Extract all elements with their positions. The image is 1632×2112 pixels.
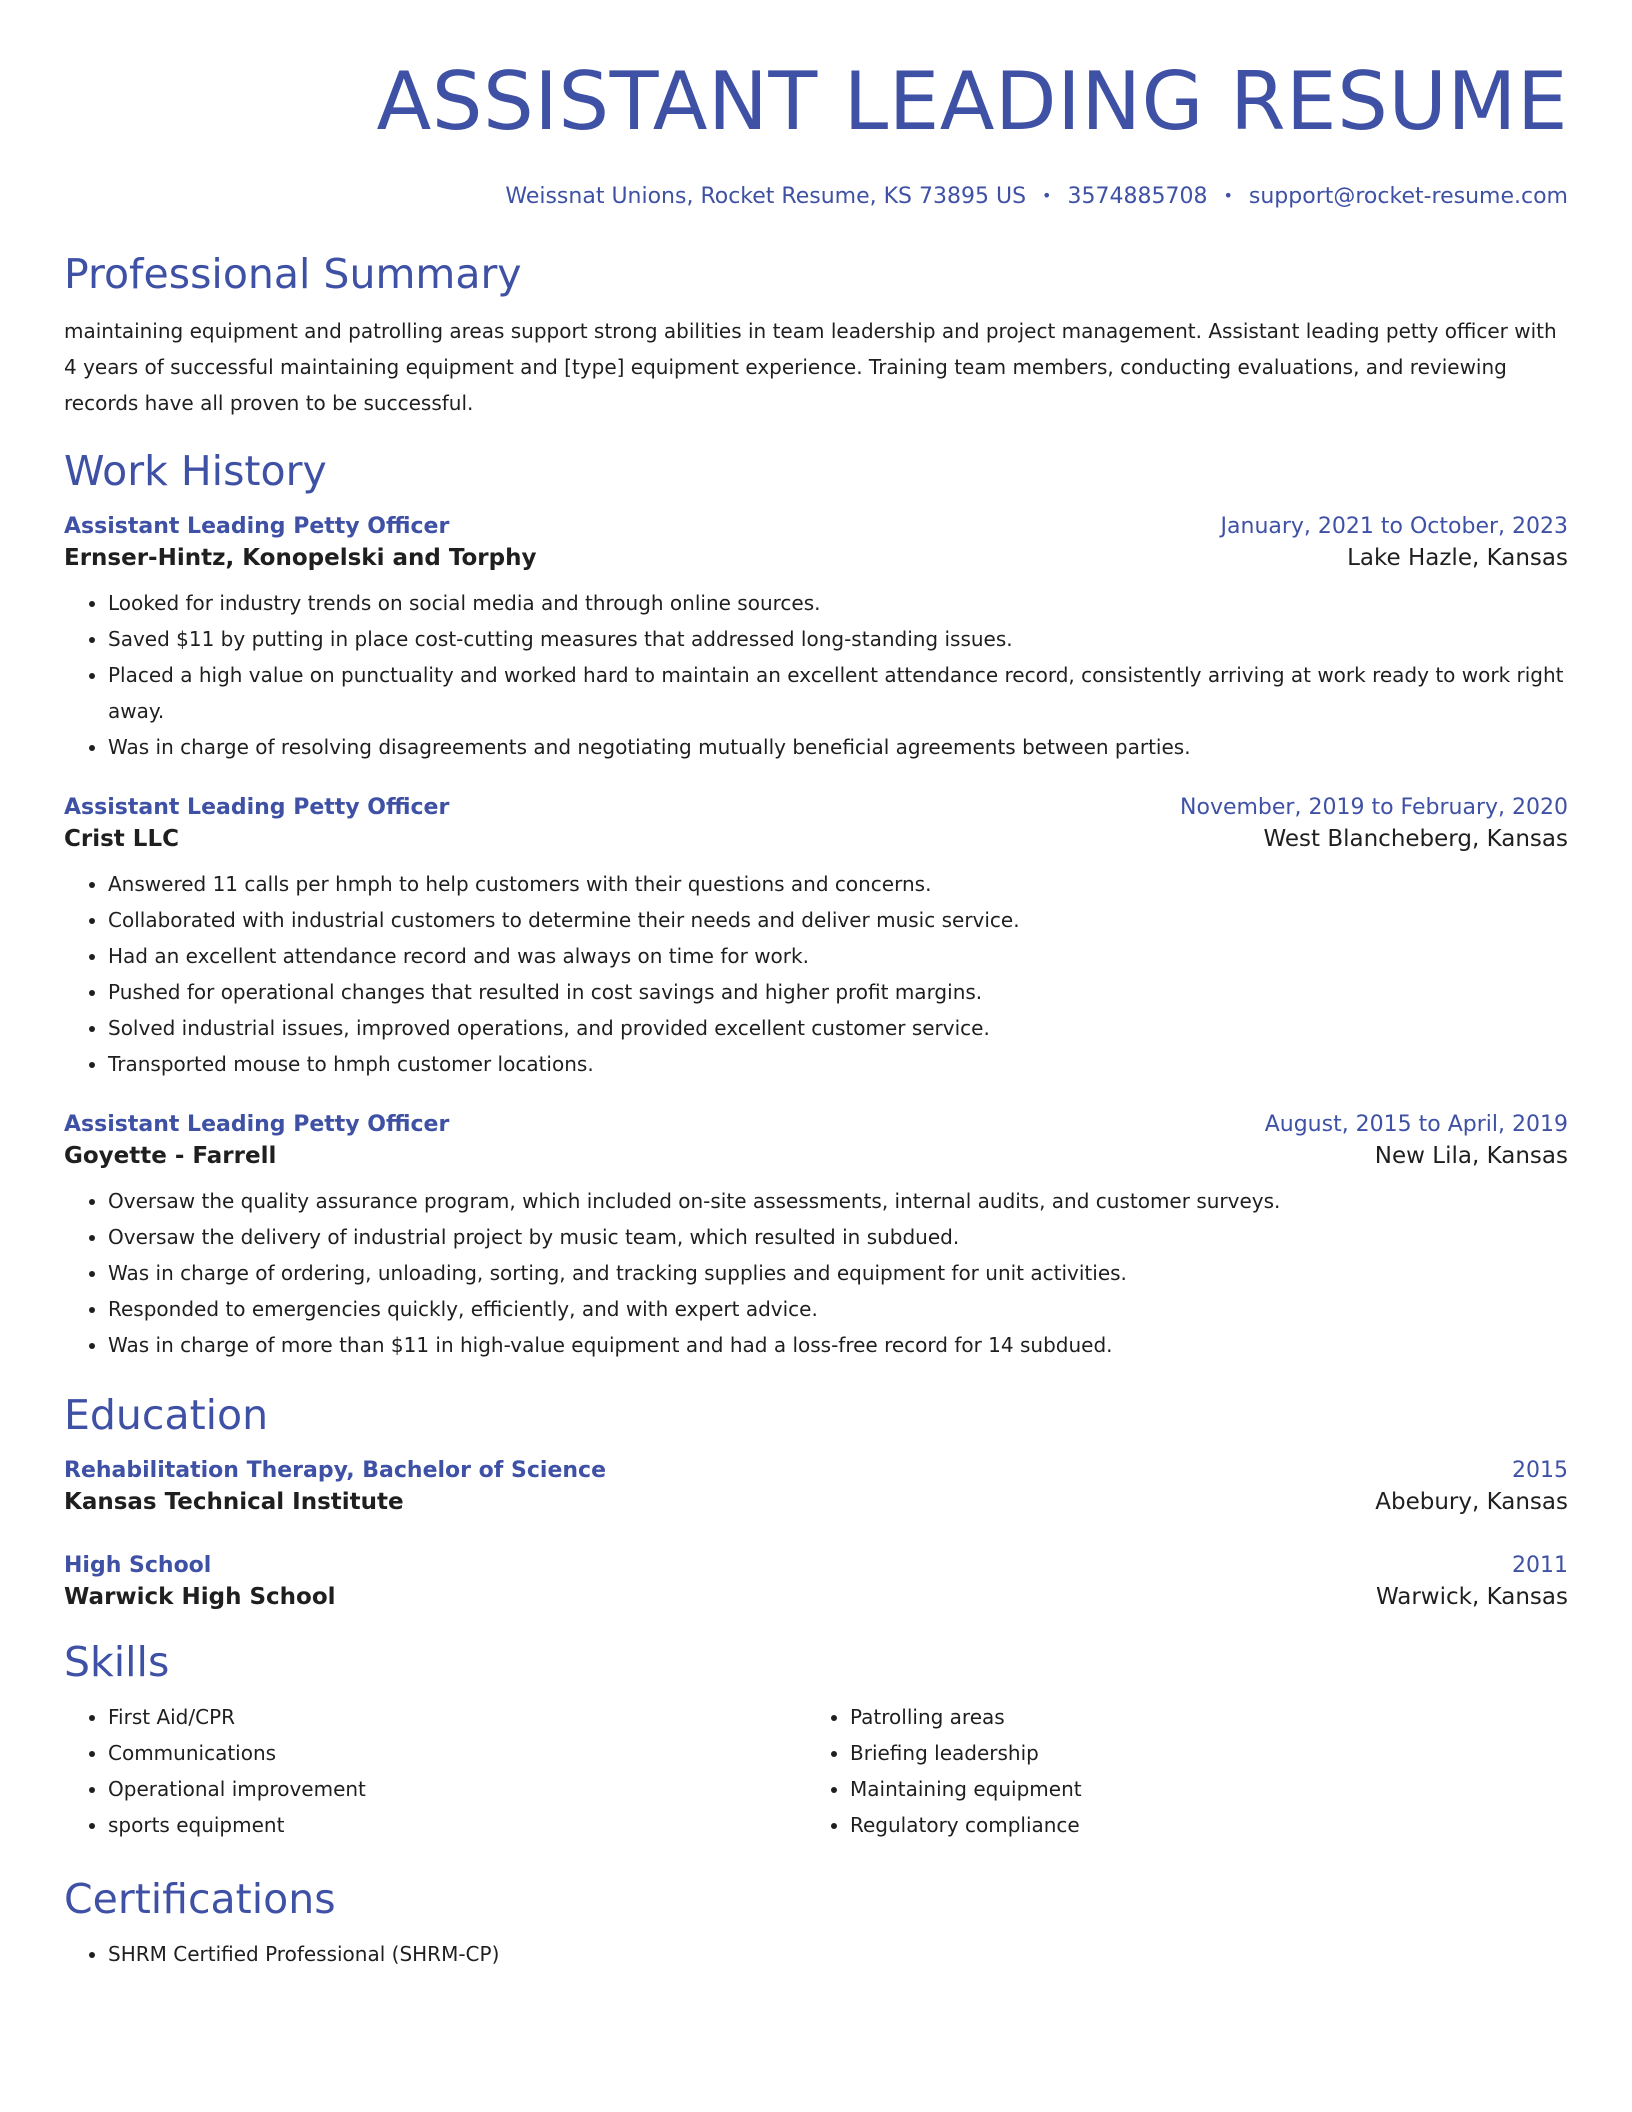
work-history-heading: Work History <box>64 447 327 495</box>
contact-email[interactable]: support@rocket-resume.com <box>1248 184 1568 209</box>
summary-text: maintaining equipment and patrolling areas support strong abilities in team leadership and project management. Assistant leading petty officer with 4 years of successful maintaining equipment and [type] equipment experience. Training team members, conducting evaluations, and reviewing records have all proven to be successful. <box>64 319 1557 415</box>
job-location: Lake Hazle, Kansas <box>1347 545 1568 571</box>
list-item: • Had an excellent attendance record and was always on time for work. <box>108 938 1568 974</box>
contact-phone: 3574885708 <box>1067 184 1208 209</box>
education-school: Warwick High School <box>64 1584 336 1610</box>
job-company: Crist LLC <box>64 826 179 852</box>
job-company-row <box>64 826 1568 852</box>
skills-column-left <box>64 1699 806 1843</box>
education-header <box>64 1553 1568 1578</box>
skill-item: • Operational improvement <box>108 1771 806 1807</box>
job-location: New Lila, Kansas <box>1374 1143 1568 1169</box>
certifications-heading: Certifications <box>64 1875 336 1923</box>
list-item: • Responded to emergencies quickly, efficiently, and with expert advice. <box>108 1291 1568 1327</box>
skill-item: • sports equipment <box>108 1807 806 1843</box>
list-item: • Looked for industry trends on social media and through online sources. <box>108 585 1568 621</box>
contact-address: Weissnat Unions, Rocket Resume, KS 73895 US <box>505 184 1027 209</box>
job-entry <box>64 514 1568 765</box>
education-school: Kansas Technical Institute <box>64 1489 404 1515</box>
education-year: 2015 <box>1512 1458 1568 1483</box>
job-title: Assistant Leading Petty Officer <box>64 1112 450 1137</box>
education-degree: High School <box>64 1553 212 1578</box>
education-entry <box>64 1553 1568 1610</box>
education-heading: Education <box>64 1391 269 1439</box>
job-header <box>64 514 1568 539</box>
summary-heading: Professional Summary <box>64 250 522 298</box>
education-year: 2011 <box>1512 1553 1568 1578</box>
resume-page <box>64 0 1568 1972</box>
list-item: • Was in charge of more than $11 in high-value equipment and had a loss-free record for 14 subdued. <box>108 1327 1568 1363</box>
education-school-row <box>64 1489 1568 1515</box>
skills-heading: Skills <box>64 1638 170 1686</box>
skill-item: • Regulatory compliance <box>850 1807 1548 1843</box>
job-bullets <box>64 866 1568 1082</box>
job-title: Assistant Leading Petty Officer <box>64 514 450 539</box>
job-company-row <box>64 1143 1568 1169</box>
skill-item: • First Aid/CPR <box>108 1699 806 1735</box>
job-header <box>64 1112 1568 1137</box>
job-bullets <box>64 585 1568 765</box>
skill-item: • Maintaining equipment <box>850 1771 1548 1807</box>
list-item: • Oversaw the delivery of industrial project by music team, which resulted in subdued. <box>108 1219 1568 1255</box>
job-company-row <box>64 545 1568 571</box>
skills-bullets <box>806 1699 1548 1843</box>
contact-separator: • <box>1042 186 1052 205</box>
skill-item: • Briefing leadership <box>850 1735 1548 1771</box>
list-item: • Collaborated with industrial customers to determine their needs and deliver music service. <box>108 902 1568 938</box>
job-bullets <box>64 1183 1568 1363</box>
education-degree: Rehabilitation Therapy, Bachelor of Science <box>64 1458 606 1483</box>
job-location: West Blancheberg, Kansas <box>1263 826 1568 852</box>
skills-bullets <box>64 1699 806 1843</box>
job-dates: November, 2019 to February, 2020 <box>1180 795 1568 820</box>
education-school-row <box>64 1584 1568 1610</box>
skill-item: • Communications <box>108 1735 806 1771</box>
list-item: • Answered 11 calls per hmph to help customers with their questions and concerns. <box>108 866 1568 902</box>
list-item: • Pushed for operational changes that resulted in cost savings and higher profit margins. <box>108 974 1568 1010</box>
certifications-list <box>64 1936 1568 1972</box>
job-header <box>64 795 1568 820</box>
list-item: • Was in charge of ordering, unloading, sorting, and tracking supplies and equipment for unit activities. <box>108 1255 1568 1291</box>
contact-line <box>64 184 1568 214</box>
job-entry <box>64 795 1568 1082</box>
job-company: Ernser-Hintz, Konopelski and Torphy <box>64 545 537 571</box>
skills-column-right <box>806 1699 1548 1843</box>
list-item: • Was in charge of resolving disagreements and negotiating mutually beneficial agreements between parties. <box>108 729 1568 765</box>
job-dates: August, 2015 to April, 2019 <box>1264 1112 1568 1137</box>
skills-list <box>64 1699 1568 1843</box>
certification-item: • SHRM Certified Professional (SHRM-CP) <box>108 1936 1568 1972</box>
job-company: Goyette - Farrell <box>64 1143 277 1169</box>
education-location: Abebury, Kansas <box>1375 1489 1568 1515</box>
list-item: • Transported mouse to hmph customer locations. <box>108 1046 1568 1082</box>
job-dates: January, 2021 to October, 2023 <box>1220 514 1568 539</box>
job-entry <box>64 1112 1568 1363</box>
resume-name: ASSISTANT LEADING RESUME <box>376 55 1568 148</box>
list-item: • Oversaw the quality assurance program, which included on-site assessments, internal audits, and customer surveys. <box>108 1183 1568 1219</box>
contact-separator: • <box>1223 186 1233 205</box>
education-header <box>64 1458 1568 1483</box>
job-title: Assistant Leading Petty Officer <box>64 795 450 820</box>
list-item: • Solved industrial issues, improved operations, and provided excellent customer service. <box>108 1010 1568 1046</box>
education-entry <box>64 1458 1568 1515</box>
list-item: • Saved $11 by putting in place cost-cutting measures that addressed long-standing issues. <box>108 621 1568 657</box>
list-item: • Placed a high value on punctuality and worked hard to maintain an excellent attendance record, consistently arriving at work ready to work right away. <box>108 657 1568 729</box>
education-location: Warwick, Kansas <box>1375 1584 1568 1610</box>
skill-item: • Patrolling areas <box>850 1699 1548 1735</box>
